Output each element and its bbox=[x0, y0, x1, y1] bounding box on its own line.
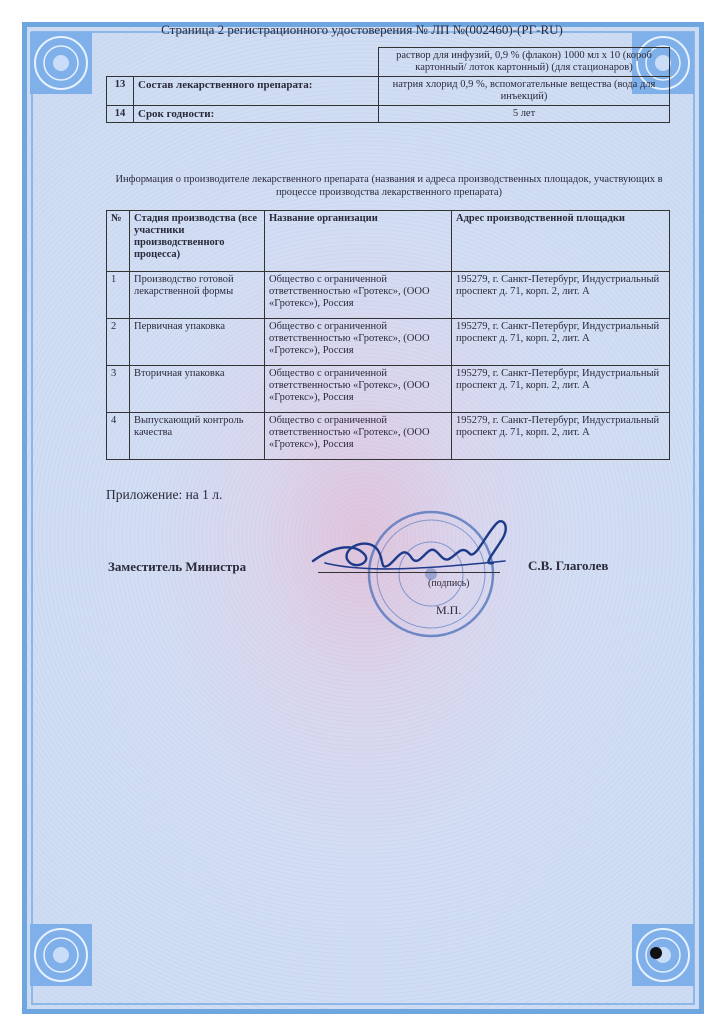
seal-caption: М.П. bbox=[436, 603, 462, 617]
table-cell: 195279, г. Санкт-Петербург, Индустриальный проспект д. 71, корп. 2, лит. А bbox=[452, 272, 670, 319]
punch-hole-mark bbox=[650, 947, 662, 959]
row-value: 5 лет bbox=[379, 106, 670, 123]
row-number: 14 bbox=[107, 106, 134, 123]
signatory-name: С.В. Глаголев bbox=[528, 558, 609, 573]
table-cell: 2 bbox=[107, 319, 130, 366]
details-table bbox=[106, 47, 670, 123]
column-header: Название организации bbox=[265, 211, 452, 272]
signature-caption: (подпись) bbox=[428, 578, 470, 589]
table-cell: Общество с ограниченной ответственностью «Гротекс», (ООО «Гротекс»), Россия bbox=[265, 413, 452, 460]
table-cell: 195279, г. Санкт-Петербург, Индустриальный проспект д. 71, корп. 2, лит. А bbox=[452, 413, 670, 460]
table-cell: Первичная упаковка bbox=[130, 319, 265, 366]
table-cell: Вторичная упаковка bbox=[130, 366, 265, 413]
table-row bbox=[107, 413, 670, 460]
table-row bbox=[107, 272, 670, 319]
table-header-row bbox=[107, 211, 670, 272]
table-cell: 195279, г. Санкт-Петербург, Индустриальный проспект д. 71, корп. 2, лит. А bbox=[452, 319, 670, 366]
corner-rosette-bottom-right bbox=[632, 924, 694, 986]
corner-rosette-bottom-left bbox=[30, 924, 92, 986]
manufacturer-info-heading: Информация о производителе лекарственного препарата (названия и адреса производственных площадок, участвующих в процессе производства лекарственного препарата) bbox=[115, 174, 663, 198]
row-number: 13 bbox=[107, 77, 134, 106]
table-cell: Выпускающий контроль качества bbox=[130, 413, 265, 460]
table-cell: 1 bbox=[107, 272, 130, 319]
table-row bbox=[107, 48, 670, 77]
signatory-position: Заместитель Министра bbox=[108, 559, 247, 574]
table-cell: 4 bbox=[107, 413, 130, 460]
page-title: Страница 2 регистрационного удостоверения № ЛП №(002460)-(РГ-RU) bbox=[161, 22, 563, 37]
table-cell: 3 bbox=[107, 366, 130, 413]
corner-rosette-top-left bbox=[30, 32, 92, 94]
row-label: Срок годности: bbox=[134, 106, 379, 123]
column-header: № bbox=[107, 211, 130, 272]
table-cell: 195279, г. Санкт-Петербург, Индустриальный проспект д. 71, корп. 2, лит. А bbox=[452, 366, 670, 413]
table-cell: Общество с ограниченной ответственностью «Гротекс», (ООО «Гротекс»), Россия bbox=[265, 272, 452, 319]
packaging-cell: раствор для инфузий, 0,9 % (флакон) 1000 мл x 10 (короб картонный/ лоток картонный) (для стационаров) bbox=[379, 48, 670, 77]
table-row bbox=[107, 366, 670, 413]
handwritten-signature bbox=[305, 515, 525, 585]
table-cell: Общество с ограниченной ответственностью «Гротекс», (ООО «Гротекс»), Россия bbox=[265, 366, 452, 413]
table-row bbox=[107, 106, 670, 123]
column-header: Стадия производства (все участники производственного процесса) bbox=[130, 211, 265, 272]
table-row bbox=[107, 319, 670, 366]
table-row bbox=[107, 77, 670, 106]
table-cell: Общество с ограниченной ответственностью «Гротекс», (ООО «Гротекс»), Россия bbox=[265, 319, 452, 366]
row-label: Состав лекарственного препарата: bbox=[134, 77, 379, 106]
row-value: натрия хлорид 0,9 %, вспомогательные вещества (вода для инъекций) bbox=[379, 77, 670, 106]
production-table bbox=[106, 210, 670, 460]
appendix-note: Приложение: на 1 л. bbox=[106, 487, 223, 502]
table-cell: Производство готовой лекарственной формы bbox=[130, 272, 265, 319]
column-header: Адрес производственной площадки bbox=[452, 211, 670, 272]
